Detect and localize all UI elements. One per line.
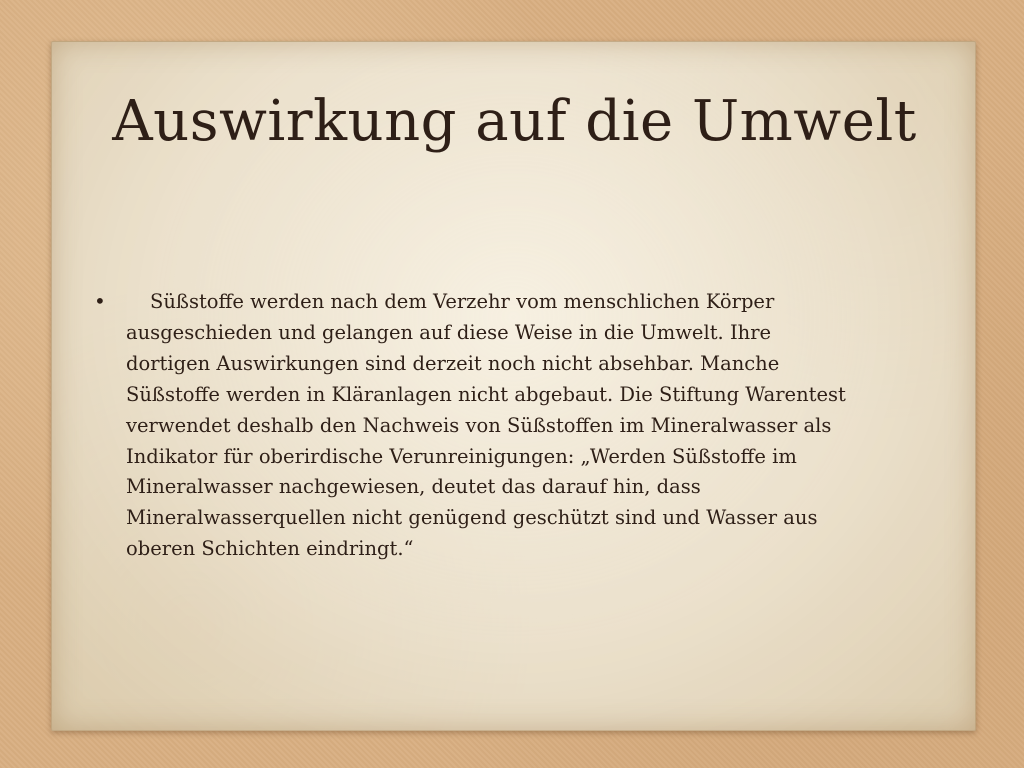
- bullet-list: [94, 287, 856, 565]
- slide-title: Auswirkung auf die Umwelt: [112, 89, 917, 154]
- bullet-text: Süßstoffe werden nach dem Verzehr vom menschlichen Körper ausgeschieden und gelangen auf diese Weise in die Umwelt. Ihre dortigen Auswirkungen sind derzeit noch nicht absehbar. Manche Süßstoffe werden in Kläranlagen nicht abgebaut. Die Stiftung Warentest verwendet deshalb den Nachweis von Süßstoffen im Mineralwasser als Indikator für oberirdische Verunreinigungen: „Werden Süßstoffe im Mineralwasser nachgewiesen, deutet das darauf hin, dass Mineralwasserquellen nicht genügend geschützt sind und Wasser aus oberen Schichten eindringt.“: [126, 290, 846, 561]
- list-item: [94, 287, 856, 565]
- parchment-sheet: [51, 41, 976, 731]
- bullet-icon: •: [94, 289, 106, 313]
